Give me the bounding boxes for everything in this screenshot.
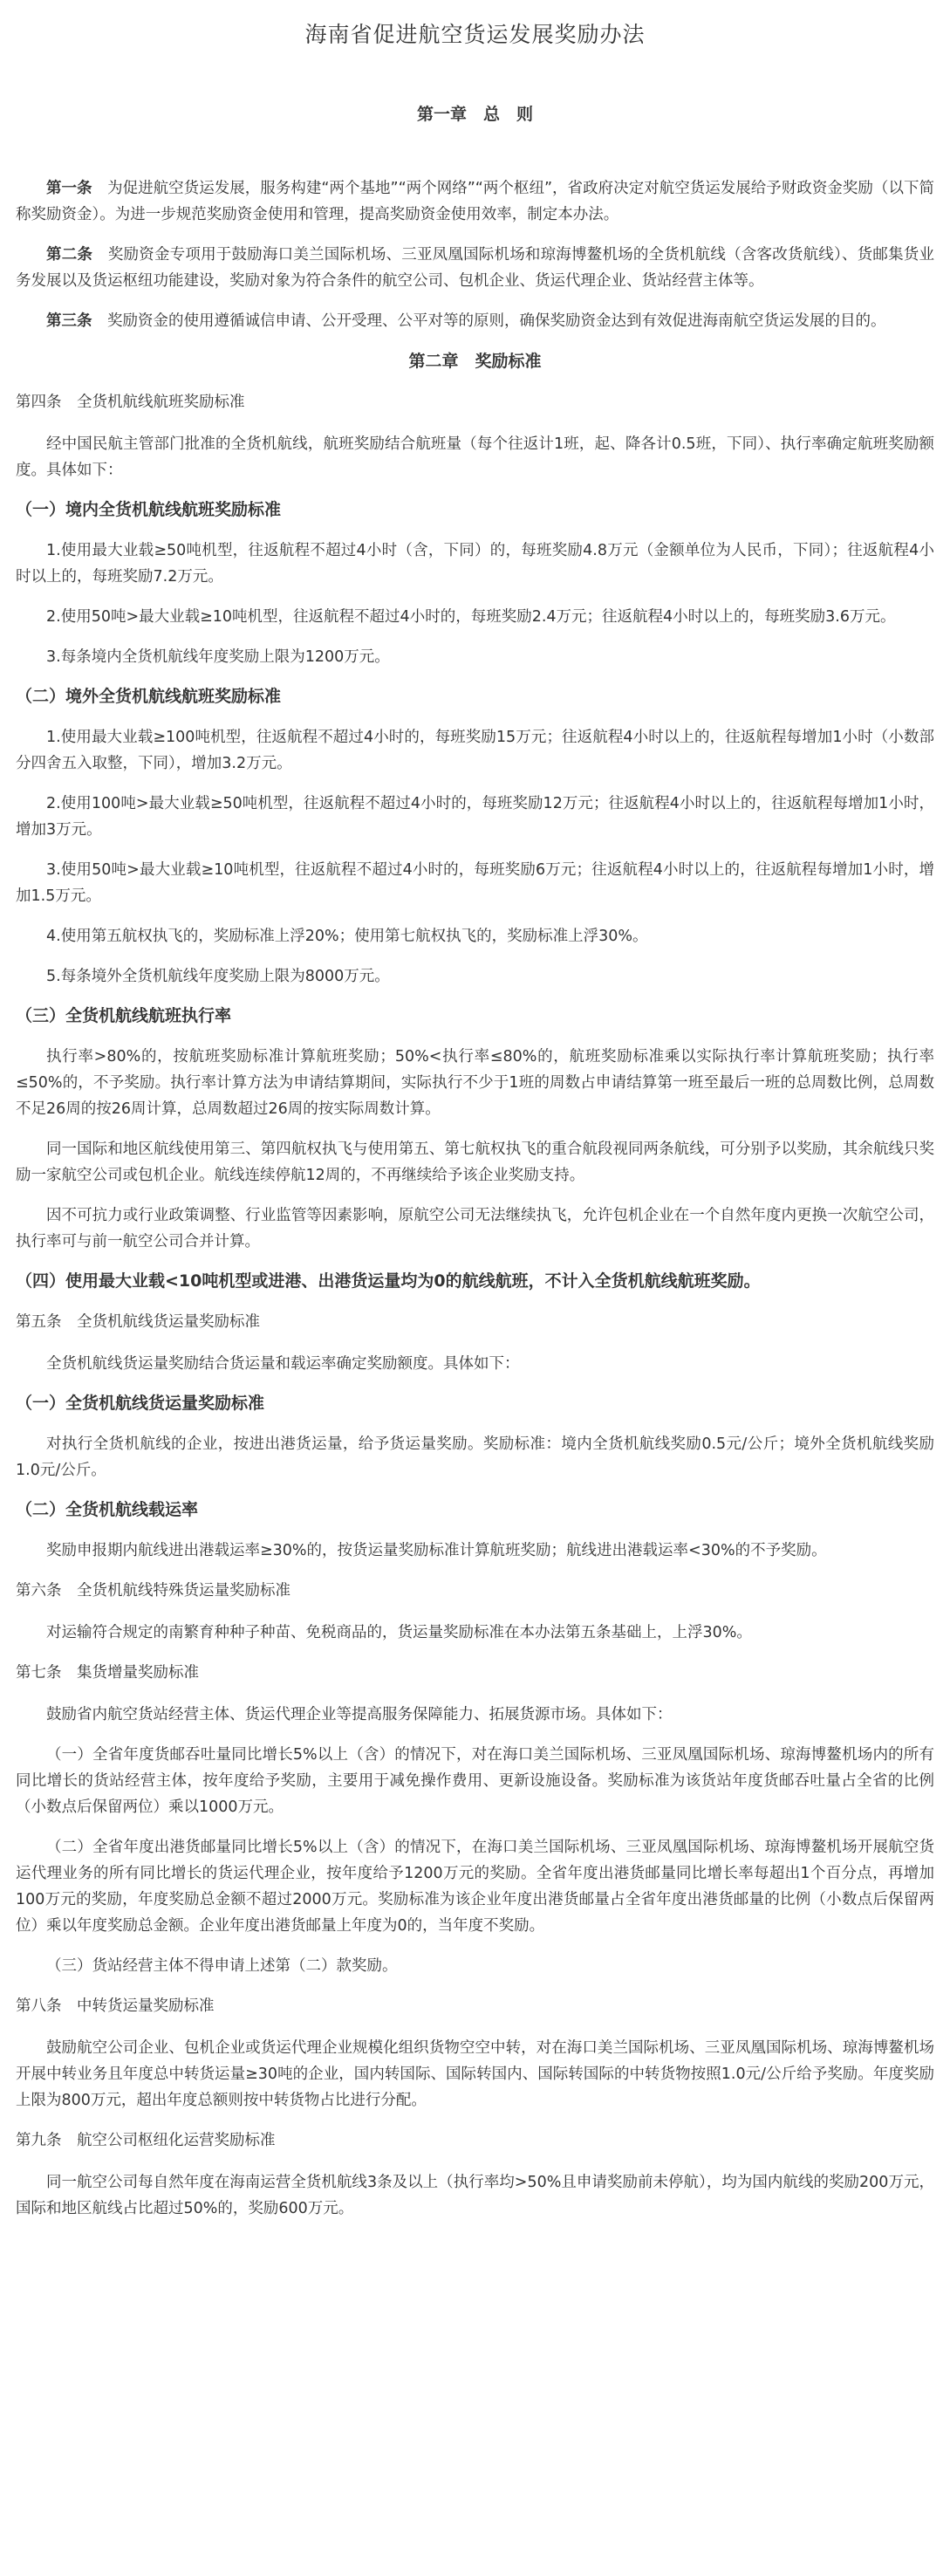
section-heading: （一）全货机航线货运量奖励标准 xyxy=(16,1394,265,1413)
list-item: 2.使用100吨>最大业载≥50吨机型，往返航程不超过4小时的，每班奖励12万元；往返航程4小时以上的，往返航程每增加1小时，增加3万元。 xyxy=(16,795,934,839)
article-text: 奖励资金的使用遵循诚信申请、公开受理、公平对等的原则，确保奖励资金达到有效促进海南航空货运发展的目的。 xyxy=(92,312,886,330)
article-text: 奖励资金专项用于鼓励海口美兰国际机场、三亚凤凰国际机场和琼海博鳌机场的全货机航线（含客改货航线）、货邮集货业务发展以及货运枢纽功能建设，奖励对象为符合条件的航空公司、包机企业、货运代理企业、货站经营主体等。 xyxy=(16,246,935,290)
section-paragraph: 因不可抗力或行业政策调整、行业监管等因素影响，原航空公司无法继续执飞，允许包机企业在一个自然年度内更换一次航空公司，执行率可与前一航空公司合并计算。 xyxy=(16,1207,934,1250)
article-paragraph: 经中国民航主管部门批准的全货机航线，航班奖励结合航班量（每个往返计1班，起、降各计0.5班，下同）、执行率确定航班奖励额度。具体如下： xyxy=(16,435,934,479)
section-heading: （四）使用最大业载<10吨机型或进港、出港货运量均为0的航线航班，不计入全货机航线航班奖励。 xyxy=(16,1271,761,1291)
article-paragraph: 对运输符合规定的南繁育种种子种苗、免税商品的，货运量奖励标准在本办法第五条基础上，上浮30%。 xyxy=(46,1624,752,1641)
list-item: 3.使用50吨>最大业载≥10吨机型，往返航程不超过4小时的，每班奖励6万元；往返航程4小时以上的，往返航程每增加1小时，增加1.5万元。 xyxy=(16,861,934,905)
list-item: 4.使用第五航权执飞的，奖励标准上浮20%；使用第七航权执飞的，奖励标准上浮30%。 xyxy=(46,928,648,945)
section-heading: （二）境外全货机航线航班奖励标准 xyxy=(16,687,282,706)
article-paragraph: 鼓励省内航空货站经营主体、货运代理企业等提高服务保障能力、拓展货源市场。具体如下： xyxy=(46,1706,673,1723)
article-label: 第一条 xyxy=(46,180,92,197)
article-text: 为促进航空货运发展，服务构建“两个基地”“两个网络”“两个枢纽”，省政府决定对航空货运发展给予财政资金奖励（以下简称奖励资金）。为进一步规范奖励资金使用和管理，提高奖励资金使用效率，制定本办法。 xyxy=(16,180,934,223)
article-heading: 第五条 全货机航线货运量奖励标准 xyxy=(16,1313,260,1331)
article-heading: 第九条 航空公司枢纽化运营奖励标准 xyxy=(16,2132,276,2149)
article-paragraph: 全货机航线货运量奖励结合货运量和载运率确定奖励额度。具体如下： xyxy=(46,1355,520,1373)
section-heading: （三）全货机航线航班执行率 xyxy=(16,1006,232,1025)
document-body xyxy=(14,101,936,2222)
article-heading: 第八条 中转货运量奖励标准 xyxy=(16,1997,215,2015)
section-heading: （一）境内全货机航线航班奖励标准 xyxy=(16,500,282,519)
chapter-heading: 第一章 总 则 xyxy=(416,105,533,124)
list-item: 1.使用最大业载≥50吨机型，往返航程不超过4小时（含，下同）的，每班奖励4.8万元（金额单位为人民币，下同）；往返航程4小时以上的，每班奖励7.2万元。 xyxy=(16,542,934,586)
section-paragraph: 奖励申报期内航线进出港载运率≥30%的，按货运量奖励标准计算航班奖励；航线进出港载运率<30%的不予奖励。 xyxy=(46,1542,827,1559)
list-item: 2.使用50吨>最大业载≥10吨机型，往返航程不超过4小时的，每班奖励2.4万元；往返航程4小时以上的，每班奖励3.6万元。 xyxy=(46,608,896,626)
article-label: 第三条 xyxy=(46,312,92,330)
article-paragraph xyxy=(16,242,934,294)
chapter-heading: 第二章 奖励标准 xyxy=(408,352,542,371)
article-paragraph xyxy=(16,175,934,228)
list-item: 5.每条境外全货机航线年度奖励上限为8000万元。 xyxy=(46,968,390,985)
section-paragraph: 执行率>80%的，按航班奖励标准计算航班奖励；50%<执行率≤80%的，航班奖励标准乘以实际执行率计算航班奖励；执行率≤50%的，不予奖励。执行率计算方法为申请结算期间，实际执行不少于1班的周数占申请结算第一班至最后一班的总周数比例，总周数不足26周的按26周计算，总周数超过26周的按实际周数计算。 xyxy=(16,1048,934,1118)
article-heading: 第七条 集货增量奖励标准 xyxy=(16,1664,199,1682)
list-item: 1.使用最大业载≥100吨机型，往返航程不超过4小时的，每班奖励15万元；往返航程4小时以上的，往返航程每增加1小时（小数部分四舍五入取整，下同），增加3.2万元。 xyxy=(16,729,934,772)
section-paragraph: 对执行全货机航线的企业，按进出港货运量，给予货运量奖励。奖励标准：境内全货机航线奖励0.5元/公斤；境外全货机航线奖励1.0元/公斤。 xyxy=(16,1435,934,1479)
list-item: 3.每条境内全货机航线年度奖励上限为1200万元。 xyxy=(46,648,390,666)
section-paragraph: （二）全省年度出港货邮量同比增长5%以上（含）的情况下，在海口美兰国际机场、三亚凤凰国际机场、琼海博鳌机场开展航空货运代理业务的所有同比增长的货运代理企业，按年度给予1200万元的奖励。全省年度出港货邮量同比增长率每超出1个百分点，再增加100万元的奖励，年度奖励总金额不超过2000万元。奖励标准为该企业年度出港货邮量占全省年度出港货邮量的比例（小数点后保留两位）乘以年度奖励总金额。企业年度出港货邮量上年度为0的，当年度不奖励。 xyxy=(16,1839,934,1935)
section-paragraph: （一）全省年度货邮吞吐量同比增长5%以上（含）的情况下，对在海口美兰国际机场、三亚凤凰国际机场、琼海博鳌机场内的所有同比增长的货站经营主体，按年度给予奖励，主要用于减免操作费用、更新设施设备。奖励标准为该货站年度货邮吞吐量占全省的比例（小数点后保留两位）乘以1000万元。 xyxy=(16,1746,934,1816)
section-paragraph: 同一国际和地区航线使用第三、第四航权执飞与使用第五、第七航权执飞的重合航段视同两条航线，可分别予以奖励，其余航线只奖励一家航空公司或包机企业。航线连续停航12周的，不再继续给予该企业奖励支持。 xyxy=(16,1141,934,1184)
article-paragraph xyxy=(16,308,934,334)
article-paragraph: 鼓励航空公司企业、包机企业或货运代理企业规模化组织货物空空中转，对在海口美兰国际机场、三亚凤凰国际机场、琼海博鳌机场开展中转业务且年度总中转货运量≥30吨的企业，国内转国际、国际转国内、国际转国际的中转货物按照1.0元/公斤给予奖励。年度奖励上限为800万元，超出年度总额则按中转货物占比进行分配。 xyxy=(16,2039,934,2109)
article-heading: 第六条 全货机航线特殊货运量奖励标准 xyxy=(16,1582,290,1600)
section-paragraph: （三）货站经营主体不得申请上述第（二）款奖励。 xyxy=(46,1957,398,1975)
article-label: 第二条 xyxy=(46,246,93,264)
section-heading: （二）全货机航线载运率 xyxy=(16,1500,199,1519)
article-paragraph: 同一航空公司每自然年度在海南运营全货机航线3条及以上（执行率均>50%且申请奖励前未停航），均为国内航线的奖励200万元，国际和地区航线占比超过50%的，奖励600万元。 xyxy=(16,2174,934,2217)
document-title: 海南省促进航空货运发展奖励办法 xyxy=(304,22,646,47)
article-heading: 第四条 全货机航线航班奖励标准 xyxy=(16,394,245,411)
